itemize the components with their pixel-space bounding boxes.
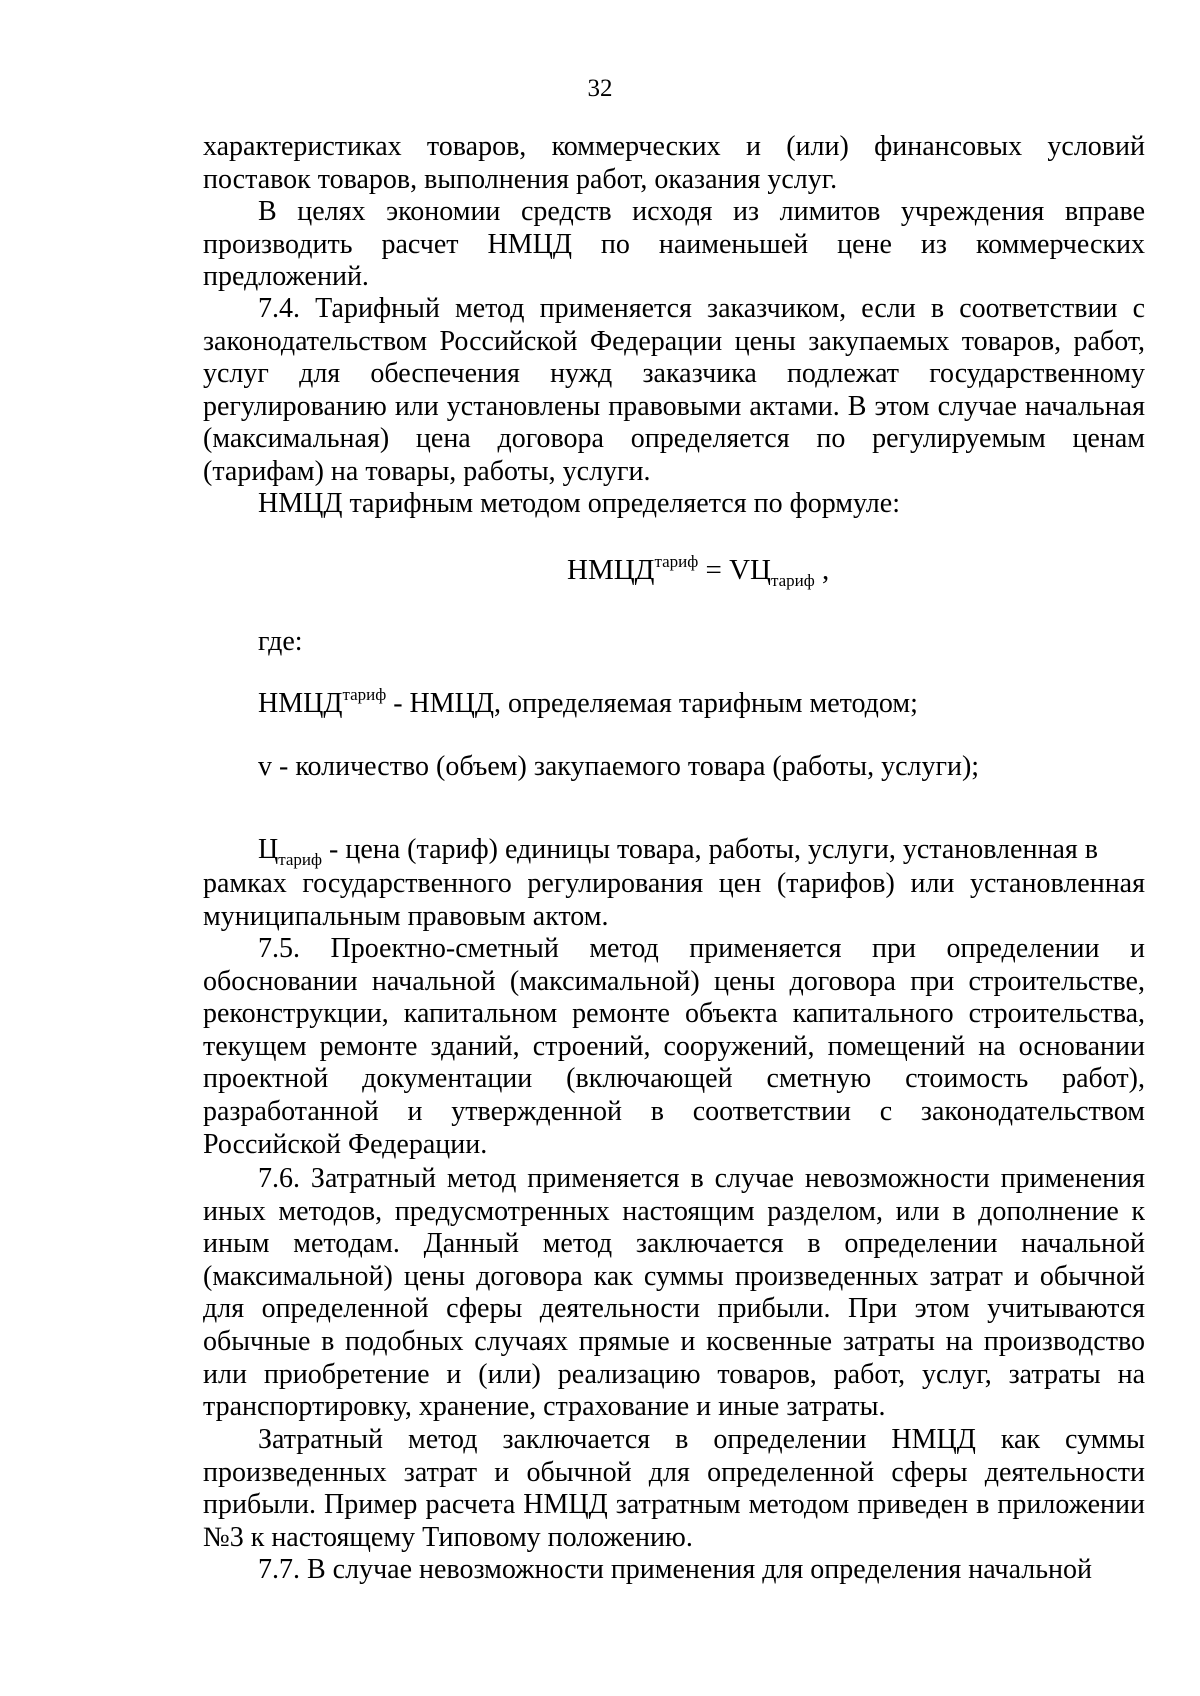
formula-rhs-subscript: тариф [771, 571, 815, 590]
paragraph-7-6: 7.6. Затратный метод применяется в случае невозможности применения иных методов, предусмотренных настоящим разделом, или в дополнение к иным методам. Данный метод заключается в определении начальной (максимальной) цены договора как суммы произведенных затрат и обычной для определенной сферы деятельности прибыли. При этом учитываются обычные в подобных случаях прямые и косвенные затраты на производство или приобретение и (или) реализацию товаров, работ, услуг, затраты на транспортировку, хранение, страхование и иные затраты. [203, 1163, 1145, 1423]
paragraph-economy: В целях экономии средств исходя из лимитов учреждения вправе производить расчет НМЦД по наименьшей цене из коммерческих предложений. [203, 196, 1145, 293]
paragraph-7-4: 7.4. Тарифный метод применяется заказчиком, если в соответствии с законодательством Российской Федерации цены закупаемых товаров, работ, услуг для обеспечения нужд заказчика подлежат государственному регулированию или установлены правовыми актами. В этом случае начальная (максимальная) цена договора определяется по регулируемым ценам (тарифам) на товары, работы, услуги. [203, 293, 1145, 487]
paragraph-cost-method: Затратный метод заключается в определении НМЦД как суммы произведенных затрат и обычной для определенной сферы деятельности прибыли. Пример расчета НМЦД затратным методом приведен в приложении №3 к настоящему Типовому положению. [203, 1424, 1145, 1553]
where-label: где: [258, 626, 303, 657]
formula-lhs: НМЦД [567, 554, 655, 586]
formula-rhs: VЦ [729, 554, 771, 586]
page-number: 32 [587, 75, 613, 102]
definition-term-superscript: тариф [342, 685, 387, 704]
tariff-formula [567, 552, 829, 588]
definition-price-first-line [258, 834, 1098, 869]
definition-nmcd-tariff [258, 685, 918, 720]
price-definition-text: - цена (тариф) единицы товара, работы, услуги, установленная в [322, 834, 1098, 865]
definition-term: НМЦД [258, 688, 343, 719]
formula-equals: = [698, 554, 730, 586]
formula-lhs-superscript: тариф [654, 552, 699, 571]
definition-price-continuation: рамках государственного регулирования цен (тарифов) или установленная муниципальным правовым актом. [203, 868, 1145, 932]
price-term: Ц [258, 834, 279, 865]
formula-tail: , [814, 554, 830, 586]
price-term-subscript: тариф [278, 850, 323, 869]
definition-volume: v - количество (объем) закупаемого товара (работы, услуги); [258, 751, 980, 782]
definition-text: - НМЦД, определяемая тарифным методом; [386, 688, 918, 719]
paragraph-continuation: характеристиках товаров, коммерческих и (или) финансовых условий поставок товаров, выполнения работ, оказания услуг. [203, 131, 1145, 195]
paragraph-7-7: 7.7. В случае невозможности применения для определения начальной [258, 1554, 1093, 1585]
paragraph-formula-intro: НМЦД тарифным методом определяется по формуле: [258, 488, 900, 519]
paragraph-7-5: 7.5. Проектно-сметный метод применяется при определении и обосновании начальной (максимальной) цены договора при строительстве, реконструкции, капитальном ремонте объекта капитального строительства, текущем ремонте зданий, строений, сооружений, помещений на основании проектной документации (включающей сметную стоимость работ), разработанной и утвержденной в соответствии с законодательством Российской Федерации. [203, 933, 1145, 1160]
